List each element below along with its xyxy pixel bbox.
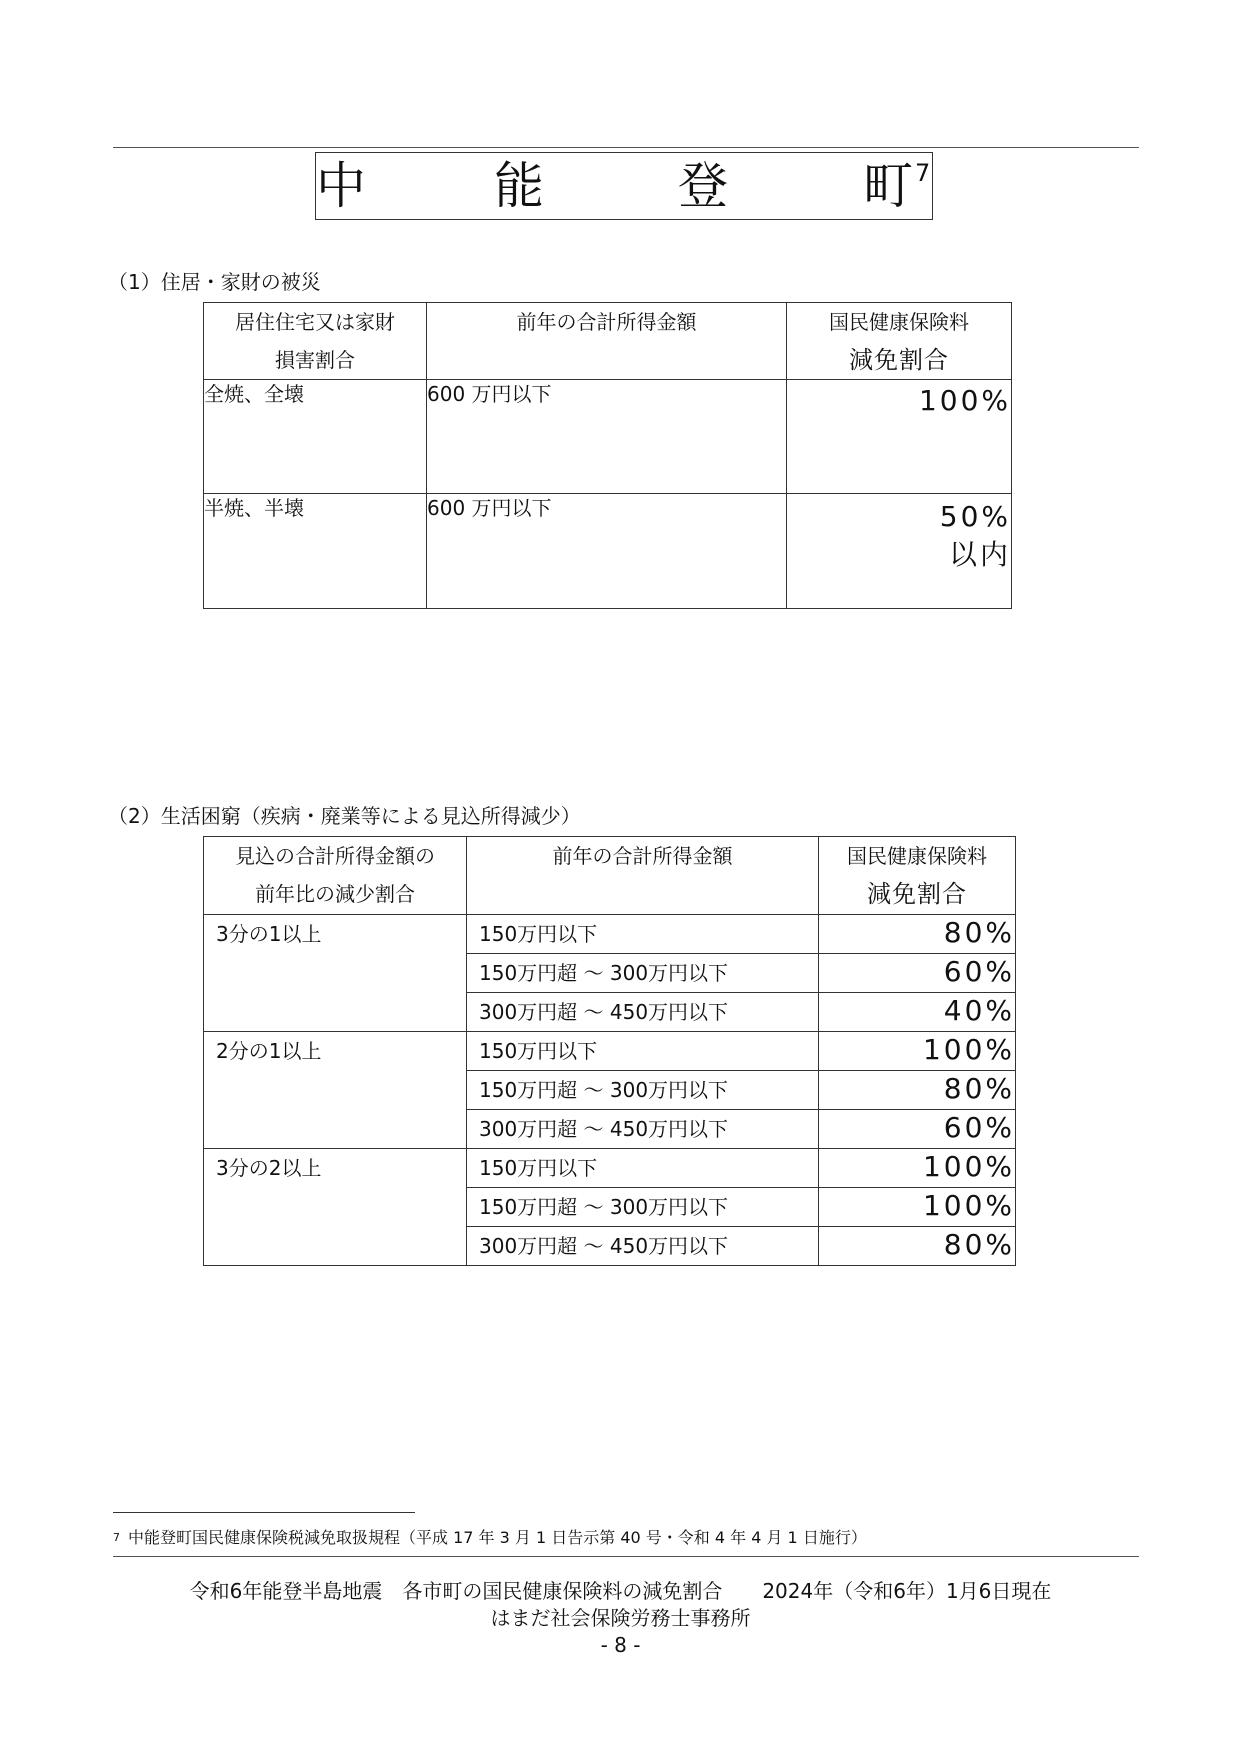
header-damage-ratio: 居住住宅又は家財 損害割合 <box>204 303 427 380</box>
footnote <box>113 1528 867 1548</box>
header-reduction-rate: 国民健康保険料 減免割合 <box>787 303 1012 380</box>
footer-rule <box>113 1556 1139 1557</box>
header-prev-income: 前年の合計所得金額 <box>467 837 819 915</box>
damage-cell: 全焼、全壊 <box>204 380 427 494</box>
income-cell: 600 万円以下 <box>427 494 787 609</box>
rate-cell: 100% <box>787 380 1012 494</box>
income-cell: 150万円以下 <box>467 915 819 954</box>
income-cell: 300万円超 ～ 450万円以下 <box>467 993 819 1032</box>
table-row <box>204 380 1012 494</box>
rate-cell: 50% 以内 <box>787 494 1012 609</box>
title-char-3: 登 <box>678 157 728 215</box>
income-cell: 150万円以下 <box>467 1032 819 1071</box>
damage-cell: 半焼、半壊 <box>204 494 427 609</box>
table-row <box>204 1149 1016 1188</box>
income-cell: 150万円超 ～ 300万円以下 <box>467 954 819 993</box>
income-cell: 300万円超 ～ 450万円以下 <box>467 1110 819 1149</box>
rate-cell: 100% <box>819 1188 1016 1227</box>
page-title <box>315 152 933 220</box>
table-row <box>204 1032 1016 1071</box>
income-cell: 150万円超 ～ 300万円以下 <box>467 1071 819 1110</box>
title-footnote-mark: 7 <box>915 159 931 187</box>
rate-cell: 60% <box>819 1110 1016 1149</box>
rate-cell: 100% <box>819 1149 1016 1188</box>
footer-line-1: 令和6年能登半島地震 各市町の国民健康保険料の減免割合 2024年（令和6年）1月6日現在 <box>189 1579 1052 1603</box>
footnote-mark: 7 <box>113 1531 120 1544</box>
section2-heading: （2）生活困窮（疾病・廃業等による見込所得減少） <box>108 804 581 828</box>
top-rule <box>113 147 1139 148</box>
footer-line-2: はまだ社会保険労務士事務所 <box>490 1606 751 1630</box>
title-char-4: 町 <box>863 157 913 215</box>
table-row <box>204 915 1016 954</box>
rate-cell: 100% <box>819 1032 1016 1071</box>
hardship-table <box>203 836 1016 1266</box>
income-cell: 150万円以下 <box>467 1149 819 1188</box>
rate-cell: 80% <box>819 1071 1016 1110</box>
income-cell: 150万円超 ～ 300万円以下 <box>467 1188 819 1227</box>
title-char-2: 能 <box>494 157 544 215</box>
income-cell: 300万円超 ～ 450万円以下 <box>467 1227 819 1266</box>
rate-cell: 60% <box>819 954 1016 993</box>
rate-cell: 80% <box>819 1227 1016 1266</box>
ratio-cell: 2分の1以上 <box>204 1032 467 1149</box>
footnote-rule <box>113 1512 415 1513</box>
header-prev-income: 前年の合計所得金額 <box>427 303 787 380</box>
damage-table <box>203 302 1012 609</box>
rate-cell: 80% <box>819 915 1016 954</box>
rate-cell: 40% <box>819 993 1016 1032</box>
footnote-text: 中能登町国民健康保険税減免取扱規程（平成 17 年 3 月 1 日告示第 40 号・令和 4 年 4 月 1 日施行） <box>128 1528 867 1547</box>
ratio-cell: 3分の1以上 <box>204 915 467 1032</box>
ratio-cell: 3分の2以上 <box>204 1149 467 1266</box>
income-cell: 600 万円以下 <box>427 380 787 494</box>
page-number: - 8 - <box>600 1633 641 1657</box>
title-char-1: 中 <box>316 157 366 215</box>
section1-heading: （1）住居・家財の被災 <box>108 270 321 294</box>
header-reduction-rate: 国民健康保険料 減免割合 <box>819 837 1016 915</box>
table-row <box>204 494 1012 609</box>
header-income-decrease: 見込の合計所得金額の 前年比の減少割合 <box>204 837 467 915</box>
